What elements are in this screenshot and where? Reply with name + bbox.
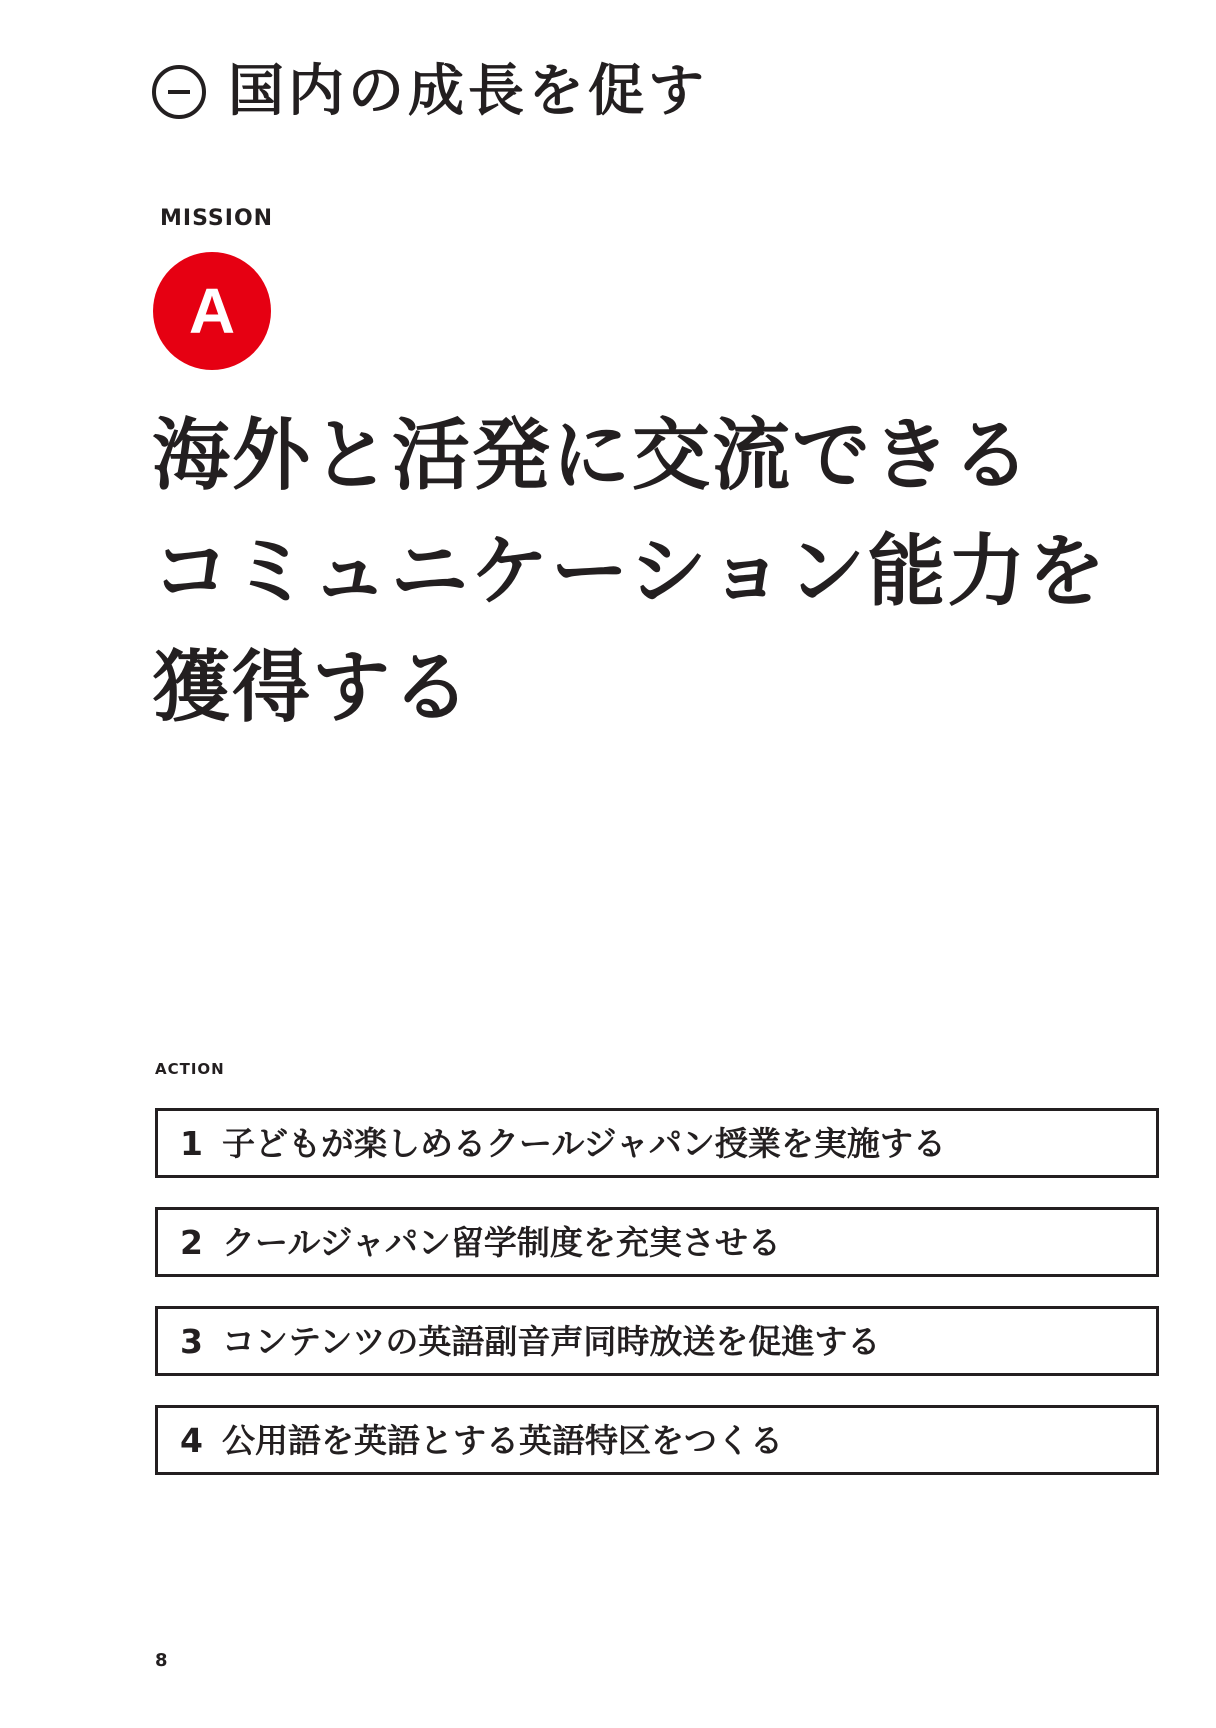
chapter-title: 国内の成長を促す — [228, 59, 708, 124]
action-list — [155, 1108, 1159, 1504]
action-item-1 — [155, 1108, 1159, 1178]
action-text: コンテンツの英語副音声同時放送を促進する — [222, 1321, 881, 1361]
action-number: 2 — [180, 1222, 203, 1262]
mission-badge: A — [153, 252, 271, 370]
action-text: 公用語を英語とする英語特区をつくる — [222, 1420, 783, 1460]
action-item-2 — [155, 1207, 1159, 1277]
page-number: 8 — [155, 1650, 168, 1671]
action-number: 4 — [180, 1420, 203, 1460]
action-text: クールジャパン留学制度を充実させる — [222, 1222, 781, 1262]
mission-title-line: 海外と活発に交流できる — [152, 411, 1033, 501]
mission-title-line: 獲得する — [152, 643, 473, 733]
action-number: 3 — [180, 1321, 203, 1361]
mission-title-line: コミュニケーション能力を — [152, 527, 1108, 617]
action-item-3 — [155, 1306, 1159, 1376]
action-label: ACTION — [155, 1060, 225, 1078]
action-text: 子どもが楽しめるクールジャパン授業を実施する — [222, 1123, 946, 1163]
chapter-heading — [152, 52, 708, 132]
circled-kanji-one-icon — [152, 65, 206, 119]
action-number: 1 — [180, 1123, 203, 1163]
mission-label: MISSION — [160, 206, 274, 231]
action-item-4 — [155, 1405, 1159, 1475]
mission-title — [152, 398, 1112, 746]
